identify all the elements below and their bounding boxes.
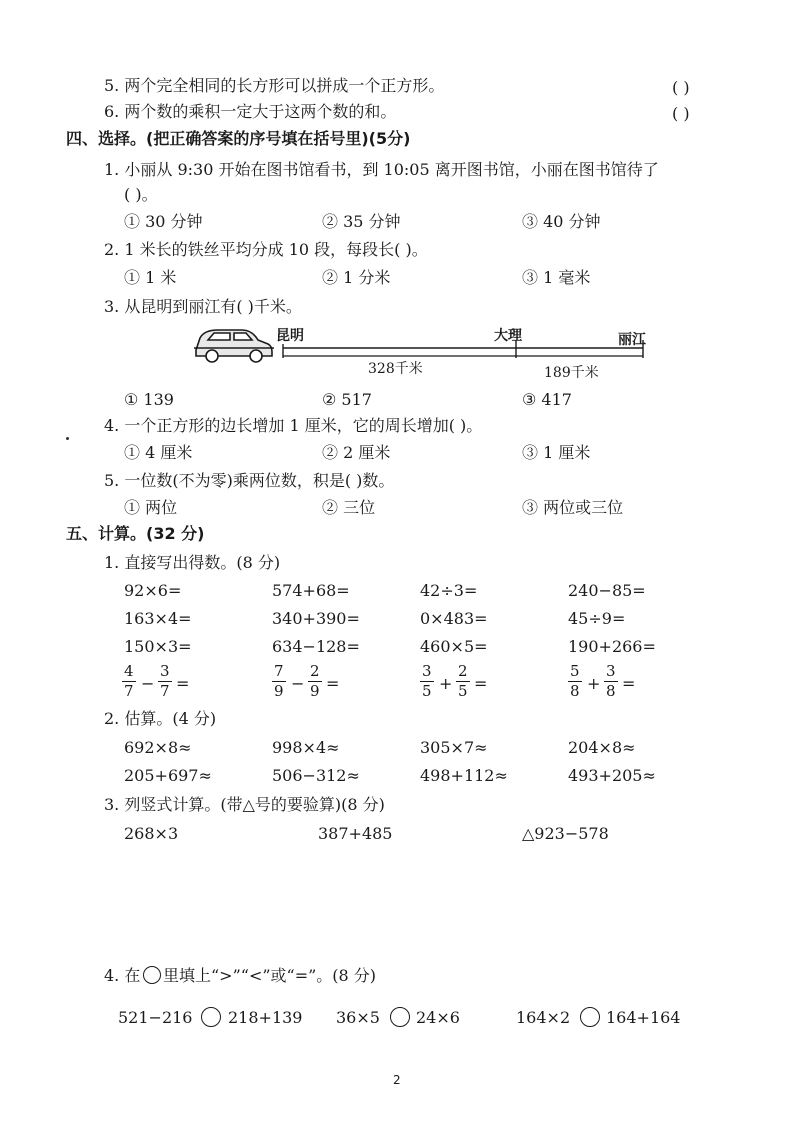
calc-item: 460×5= [420, 637, 488, 656]
q4-4-option-2[interactable]: ② 2 厘米 [322, 443, 391, 462]
q4-5-option-2[interactable]: ② 三位 [322, 498, 376, 517]
car-icon [194, 330, 274, 362]
compare-right: 218+139 [228, 1008, 303, 1027]
compare-circle[interactable] [390, 1007, 410, 1027]
section-5-title: 五、计算。(32 分) [66, 524, 205, 543]
vertical-calc-item: △923−578 [522, 824, 609, 843]
compare-circle[interactable] [580, 1007, 600, 1027]
q4-1-line1: 1. 小丽从 9:30 开始在图书馆看书，到 10:05 离开图书馆，小丽在图书馆待了 [104, 160, 659, 179]
distance-kunming-dali: 328千米 [368, 361, 423, 377]
compare-left: 164×2 [516, 1008, 571, 1027]
section-4-title: 四、选择。(把正确答案的序号填在括号里)(5分) [66, 129, 411, 148]
q4-4-option-1[interactable]: ① 4 厘米 [124, 443, 193, 462]
vertical-calc-item: 387+485 [318, 824, 393, 843]
tf-answer-6[interactable]: ( ) [672, 104, 690, 123]
calc-item: 574+68= [272, 581, 350, 600]
q4-4-option-3[interactable]: ③ 1 厘米 [522, 443, 591, 462]
q4-2-option-1[interactable]: ① 1 米 [124, 268, 177, 287]
q4-4-text: 4. 一个正方形的边长增加 1 厘米，它的周长增加( )。 [104, 416, 483, 435]
q4-3-option-3[interactable]: ③ 417 [522, 390, 572, 409]
estimate-item: 205+697≈ [124, 766, 212, 785]
compare-left: 36×5 [336, 1008, 380, 1027]
stray-mark [66, 437, 69, 440]
compare-circle[interactable] [201, 1007, 221, 1027]
label-lijiang: 丽江 [618, 332, 646, 348]
q4-2-text: 2. 1 米长的铁丝平均分成 10 段，每段长( )。 [104, 240, 428, 259]
calc-item: 0×483= [420, 609, 488, 628]
distance-dali-lijiang: 189千米 [544, 365, 599, 381]
estimate-item: 498+112≈ [420, 766, 508, 785]
compare-right: 164+164 [606, 1008, 681, 1027]
q4-2-option-2[interactable]: ② 1 分米 [322, 268, 391, 287]
calc-item: 45÷9= [568, 609, 626, 628]
p1-title: 1. 直接写出得数。(8 分) [104, 553, 281, 572]
calc-item: 340+390= [272, 609, 360, 628]
estimate-item: 204×8≈ [568, 738, 636, 757]
compare-left: 521−216 [118, 1008, 193, 1027]
q4-1-option-2[interactable]: ② 35 分钟 [322, 212, 401, 231]
q4-3-text: 3. 从昆明到丽江有( )千米。 [104, 297, 302, 316]
calc-item: 634−128= [272, 637, 360, 656]
q4-3-option-1[interactable]: ① 139 [124, 390, 174, 409]
compare-right: 24×6 [416, 1008, 460, 1027]
q4-3-option-2[interactable]: ② 517 [322, 390, 372, 409]
p2-title: 2. 估算。(4 分) [104, 709, 217, 728]
estimate-item: 998×4≈ [272, 738, 340, 757]
tf-item-6: 6. 两个数的乘积一定大于这两个数的和。 [104, 102, 397, 121]
q4-5-text: 5. 一位数(不为零)乘两位数，积是( )数。 [104, 471, 395, 490]
p3-title: 3. 列竖式计算。(带△号的要验算)(8 分) [104, 795, 385, 814]
calc-item: 42÷3= [420, 581, 478, 600]
p4-title-b: 里填上“>”“<”或“=”。(8 分) [163, 966, 377, 985]
calc-item: 240−85= [568, 581, 646, 600]
estimate-item: 493+205≈ [568, 766, 656, 785]
calc-item: 190+266= [568, 637, 656, 656]
q4-1-line2: ( )。 [124, 185, 158, 204]
q4-5-option-1[interactable]: ① 两位 [124, 498, 178, 517]
calc-item: 163×4= [124, 609, 192, 628]
label-kunming: 昆明 [276, 328, 304, 344]
q4-1-option-1[interactable]: ① 30 分钟 [124, 212, 203, 231]
estimate-item: 692×8≈ [124, 738, 192, 757]
vertical-calc-item: 268×3 [124, 824, 179, 843]
page-number: 2 [393, 1073, 401, 1087]
q4-2-option-3[interactable]: ③ 1 毫米 [522, 268, 591, 287]
tf-item-5: 5. 两个完全相同的长方形可以拼成一个正方形。 [104, 76, 445, 95]
p4-title-a: 4. 在 [104, 966, 141, 985]
tf-answer-5[interactable]: ( ) [672, 78, 690, 97]
estimate-item: 305×7≈ [420, 738, 488, 757]
calc-item: 92×6= [124, 581, 182, 600]
label-dali: 大理 [494, 328, 522, 344]
circle-icon [143, 966, 161, 984]
q4-5-option-3[interactable]: ③ 两位或三位 [522, 498, 624, 517]
estimate-item: 506−312≈ [272, 766, 360, 785]
q4-1-option-3[interactable]: ③ 40 分钟 [522, 212, 601, 231]
calc-item: 150×3= [124, 637, 192, 656]
